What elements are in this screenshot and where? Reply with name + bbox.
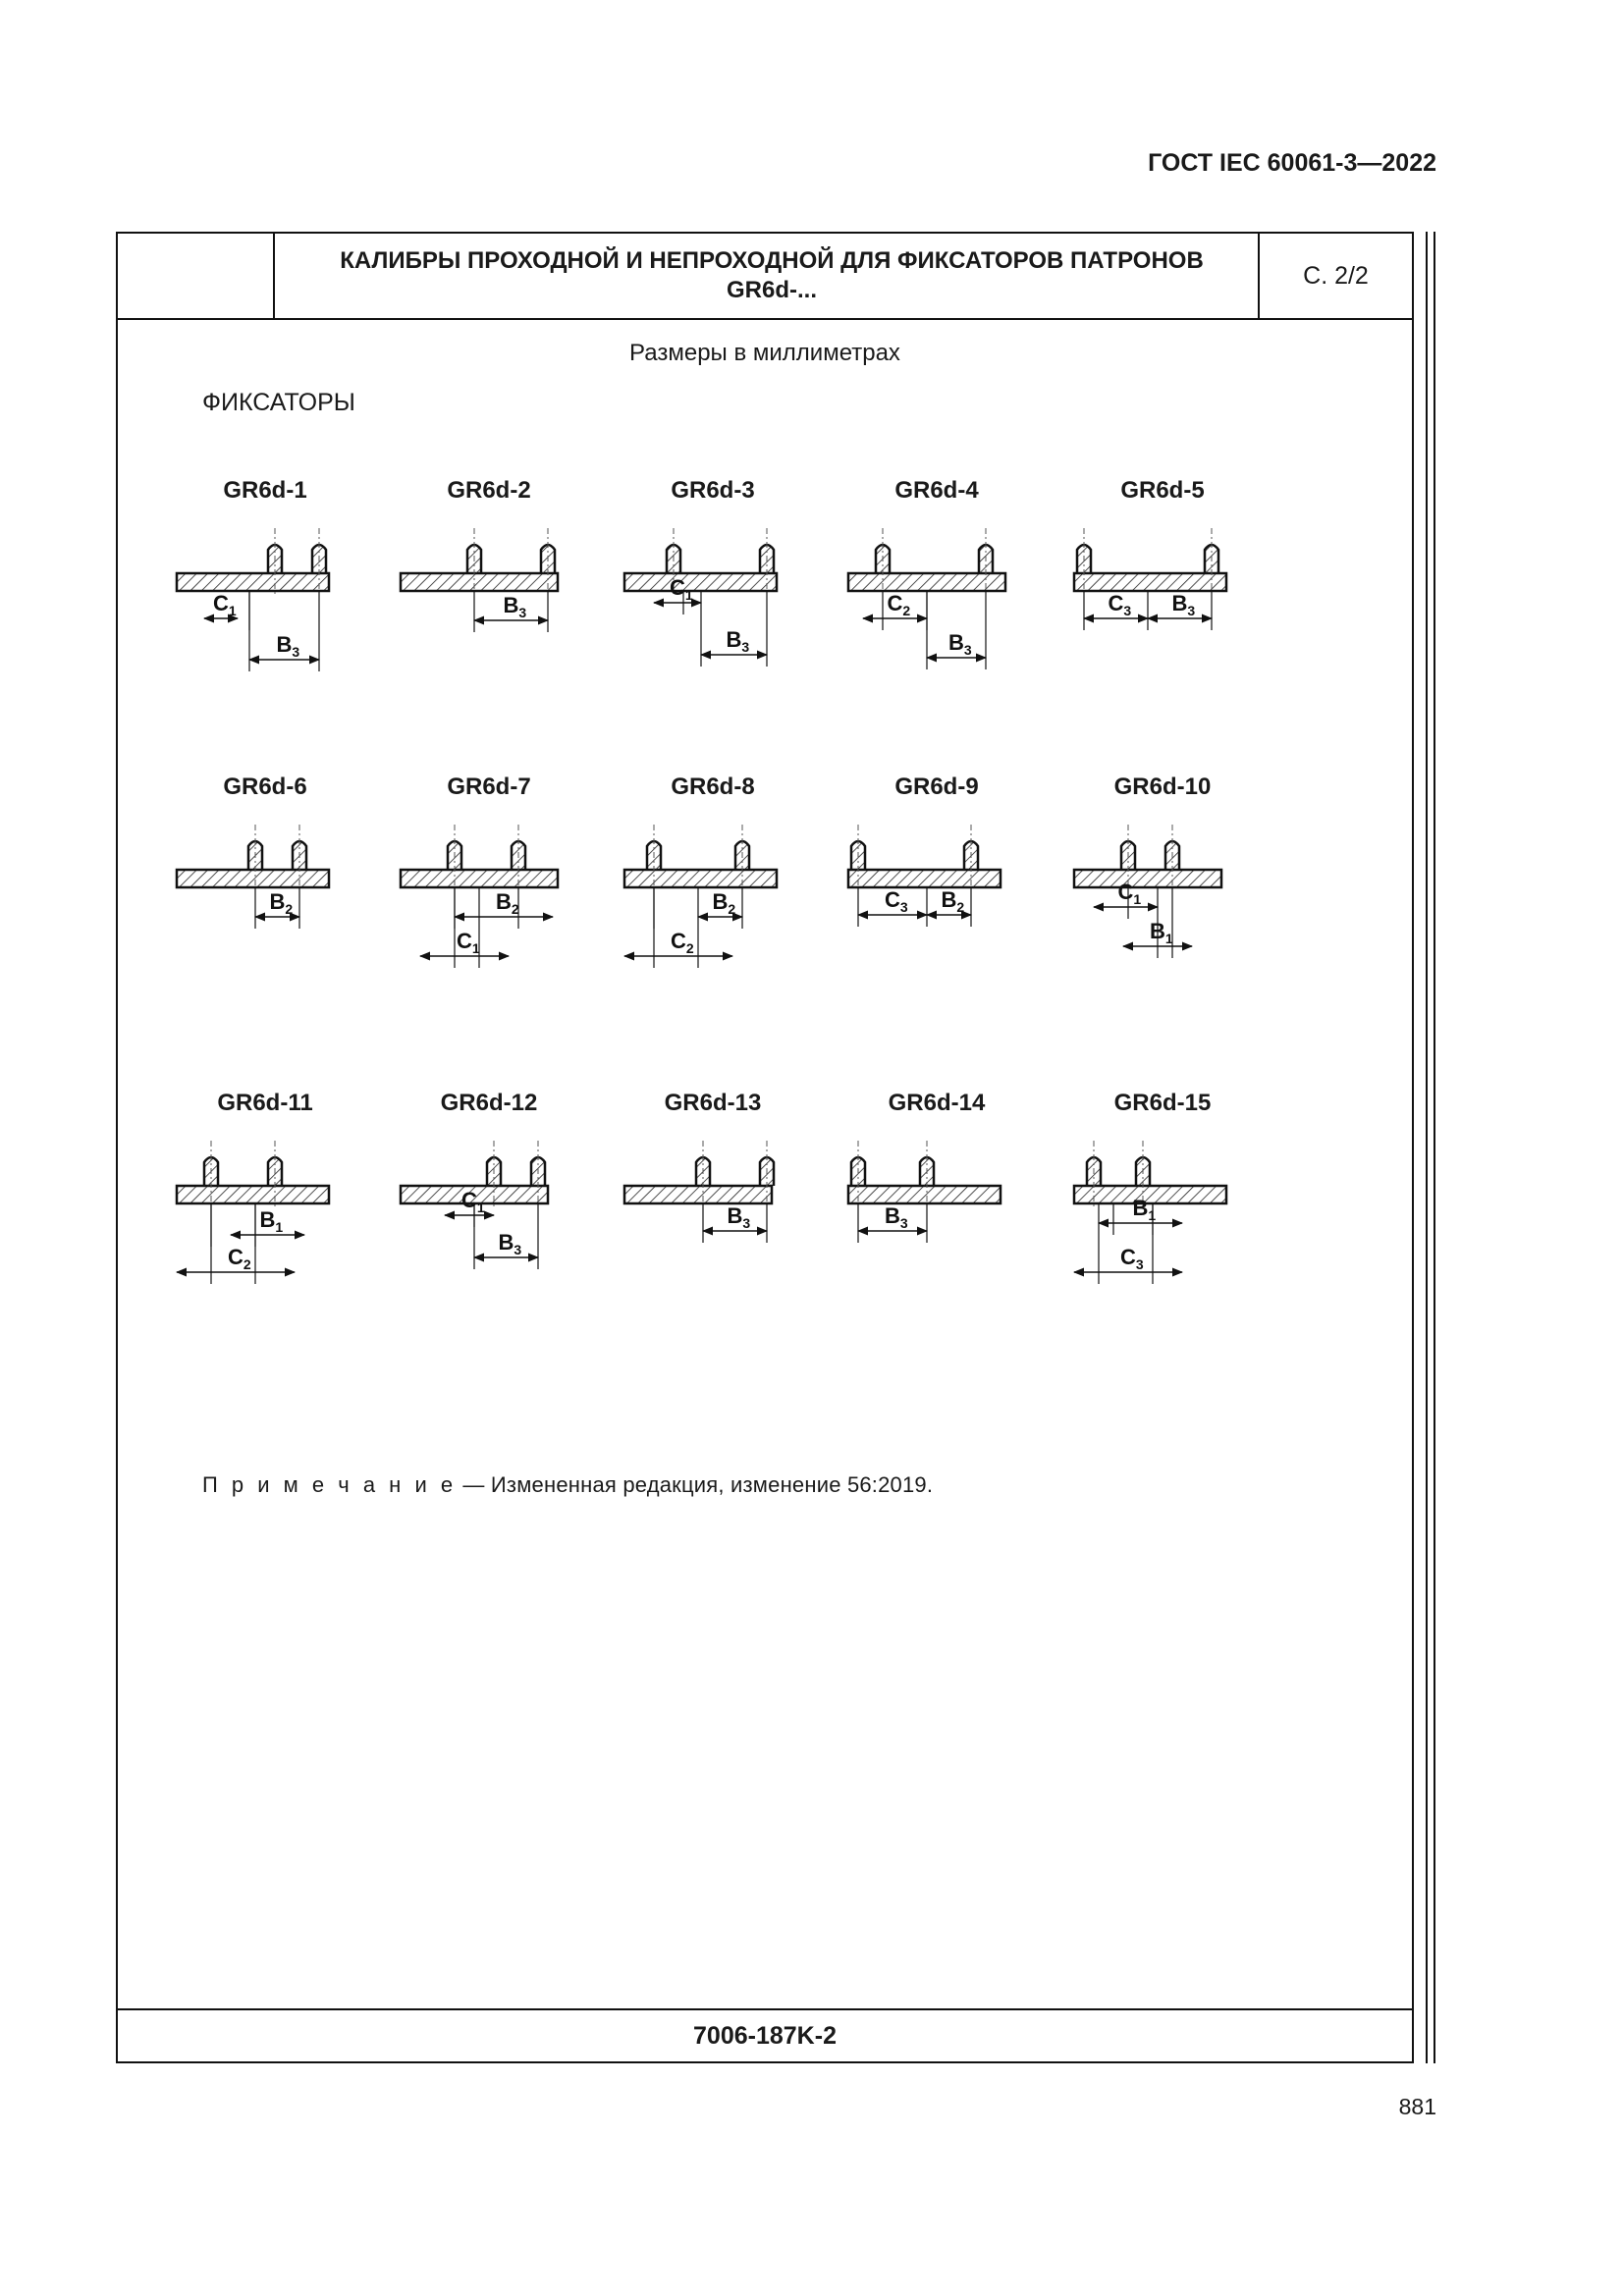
dimension-b3: [701, 591, 767, 667]
dimension-c3: [858, 887, 927, 927]
header-empty-cell: [118, 234, 275, 318]
dimension-label: $B_2$: [269, 889, 294, 917]
figure-gr6d-15: [1055, 1090, 1271, 1345]
dimension-b3: [927, 591, 986, 669]
retainer-drawing: [829, 1125, 1045, 1341]
figure-label: GR6d-10: [1113, 774, 1212, 800]
retainer-drawing: [605, 1125, 821, 1341]
dimension-label: $C_1$: [1117, 880, 1142, 907]
sheet-code: 7006-187K-2: [118, 2008, 1412, 2061]
figure-gr6d-11: [157, 1090, 373, 1345]
base-bar: [177, 573, 329, 591]
dimension-label: $B_1$: [259, 1207, 284, 1235]
dimension-label: $B_1$: [1150, 919, 1173, 946]
dimension-label: $C_2$: [671, 929, 694, 956]
figure-gr6d-7: [381, 774, 597, 1029]
retainer-drawing: [381, 1125, 597, 1341]
figure-label: GR6d-9: [894, 774, 979, 800]
figure-gr6d-8: [605, 774, 821, 1029]
dimension-c2: [177, 1203, 295, 1284]
dimension-b2: [927, 887, 971, 927]
figure-label: GR6d-1: [223, 477, 307, 504]
sheet-title-cell: [275, 234, 1269, 318]
retainer-drawing: [157, 1125, 373, 1341]
retainer-drawing: [605, 809, 821, 1025]
note: [202, 1472, 933, 1498]
dimension-label: $B_2$: [496, 889, 519, 917]
figure-gr6d-14: [829, 1090, 1045, 1345]
dimension-label: $C_3$: [1108, 591, 1132, 618]
retainer-drawing: [381, 512, 597, 728]
dimension-label: $B_2$: [712, 889, 736, 917]
note-text: — Измененная редакция, изменение 56:2019.: [457, 1472, 934, 1497]
dimension-label: $B_3$: [498, 1230, 522, 1257]
figure-gr6d-3: [605, 477, 821, 732]
dimension-label: $C_1$: [457, 929, 480, 956]
figure-label: GR6d-14: [888, 1090, 986, 1116]
figure-gr6d-9: [829, 774, 1045, 1029]
dimension-label: $C_1$: [461, 1188, 485, 1215]
dimension-b3: [249, 591, 319, 671]
figure-label: GR6d-4: [894, 477, 979, 504]
dimension-b3: [474, 591, 548, 632]
base-bar: [624, 870, 777, 887]
dimension-label: $B_3$: [726, 627, 750, 655]
retainer-drawing: [829, 809, 1045, 1025]
standard-designation: ГОСТ IEC 60061-3—2022: [1148, 149, 1436, 177]
figure-gr6d-2: [381, 477, 597, 732]
figure-gr6d-13: [605, 1090, 821, 1345]
base-bar: [177, 870, 329, 887]
sheet-title: КАЛИБРЫ ПРОХОДНОЙ И НЕПРОХОДНОЙ ДЛЯ ФИКСАТОРОВ ПАТРОНОВ GR6d-...: [340, 247, 1204, 303]
figure-label: GR6d-2: [447, 477, 531, 504]
base-bar: [1074, 870, 1221, 887]
dimension-label: $C_2$: [887, 591, 911, 618]
dimension-label: $B_3$: [503, 593, 527, 620]
page-number: 881: [1398, 2094, 1436, 2119]
figure-label: GR6d-12: [440, 1090, 538, 1116]
dimension-b3: [1148, 591, 1212, 630]
base-bar: [1074, 573, 1226, 591]
retainer-drawing: [1055, 809, 1271, 1025]
units-caption: Размеры в миллиметрах: [629, 340, 900, 366]
figure-gr6d-12: [381, 1090, 597, 1345]
retainer-drawing: [829, 512, 1045, 728]
dimension-c3: [1074, 1203, 1182, 1284]
base-bar: [177, 1186, 329, 1203]
frame-double-line-1: [1426, 232, 1428, 2063]
base-bar: [401, 573, 558, 591]
base-bar: [624, 1186, 772, 1203]
figure-label: GR6d-3: [671, 477, 755, 504]
dimension-label: $B_3$: [948, 630, 972, 658]
base-bar: [1074, 1186, 1226, 1203]
dimension-label: $C_1$: [213, 591, 237, 618]
base-bar: [848, 1186, 1001, 1203]
sheet-header-row: [118, 234, 1412, 320]
dimension-label: $C_1$: [670, 575, 693, 603]
figure-label: GR6d-13: [664, 1090, 762, 1116]
dimension-c2: [863, 591, 927, 630]
dimension-label: $C_3$: [885, 887, 908, 915]
dimension-label: $B_2$: [941, 887, 965, 915]
figure-label: GR6d-5: [1120, 477, 1205, 504]
dimension-b2: [455, 887, 553, 929]
frame-double-line-2: [1434, 232, 1435, 2063]
note-label: П р и м е ч а н и е: [202, 1472, 458, 1497]
dimension-b3: [858, 1203, 927, 1243]
retainer-drawing: [1055, 1125, 1271, 1341]
figure-gr6d-6: [157, 774, 373, 1029]
figure-gr6d-5: [1055, 477, 1271, 732]
dimension-b2: [255, 887, 299, 929]
dimension-c3: [1084, 591, 1148, 630]
section-title: ФИКСАТОРЫ: [202, 389, 355, 416]
sheet-frame: [116, 232, 1414, 2063]
figure-label: GR6d-6: [223, 774, 307, 800]
retainer-drawing: [157, 512, 373, 728]
figure-label: GR6d-15: [1113, 1090, 1212, 1116]
dimension-label: $B_1$: [1132, 1196, 1157, 1223]
base-bar: [848, 573, 1005, 591]
base-bar: [848, 870, 1001, 887]
figure-gr6d-4: [829, 477, 1045, 732]
figure-label: GR6d-11: [217, 1090, 313, 1116]
dimension-b1: [211, 1203, 304, 1247]
dimension-label: $C_2$: [228, 1245, 251, 1272]
sheet-page-ref: С. 2/2: [1258, 234, 1412, 318]
retainer-drawing: [157, 809, 373, 1025]
retainer-drawing: [1055, 512, 1271, 728]
dimension-label: $B_3$: [727, 1203, 751, 1231]
dimension-label: $B_3$: [885, 1203, 908, 1231]
figure-label: GR6d-8: [671, 774, 755, 800]
base-bar: [624, 573, 777, 591]
retainer-drawing: [381, 809, 597, 1025]
figure-gr6d-10: [1055, 774, 1271, 1029]
dimension-c1: [204, 591, 249, 630]
retainer-drawing: [605, 512, 821, 728]
figure-gr6d-1: [157, 477, 373, 732]
dimension-b3: [703, 1203, 767, 1243]
base-bar: [401, 870, 558, 887]
dimension-label: $B_3$: [276, 632, 300, 660]
dimension-label: $C_3$: [1120, 1245, 1144, 1272]
dimension-label: $B_3$: [1171, 591, 1196, 618]
figure-label: GR6d-7: [447, 774, 531, 800]
